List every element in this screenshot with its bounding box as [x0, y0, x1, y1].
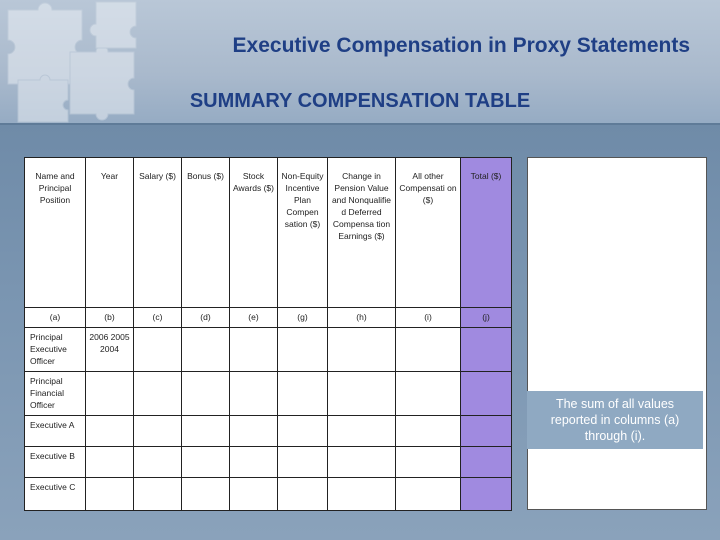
- summary-compensation-table: [24, 157, 512, 511]
- column-letter: (g): [278, 308, 328, 328]
- slide-title: Executive Compensation in Proxy Statements: [232, 34, 690, 57]
- table-header-row: [25, 158, 512, 308]
- column-letter: (d): [182, 308, 230, 328]
- slide-subtitle: SUMMARY COMPENSATION TABLE: [189, 90, 531, 112]
- column-header: Salary ($): [134, 158, 182, 308]
- table-row: [25, 416, 512, 447]
- column-letter-total: (j): [461, 308, 512, 328]
- table-row: [25, 447, 512, 478]
- column-letter: (i): [396, 308, 461, 328]
- column-letter: (b): [86, 308, 134, 328]
- total-cell: [461, 416, 512, 447]
- row-year: [86, 416, 134, 447]
- row-year: [86, 478, 134, 511]
- row-name: Executive C: [25, 478, 86, 511]
- table-row: [25, 328, 512, 372]
- total-column-note: The sum of all values reported in columns (a) through (i).: [527, 391, 703, 449]
- total-cell: [461, 478, 512, 511]
- column-letter: (a): [25, 308, 86, 328]
- column-header: Year: [86, 158, 134, 308]
- column-header: Non-Equity Incentive Plan Compen sation ($): [278, 158, 328, 308]
- total-cell: [461, 447, 512, 478]
- column-letter: (h): [328, 308, 396, 328]
- total-cell: [461, 372, 512, 416]
- row-name: Executive A: [25, 416, 86, 447]
- column-header: Change in Pension Value and Nonqualifie d Deferred Compensa tion Earnings ($): [328, 158, 396, 308]
- column-header: Bonus ($): [182, 158, 230, 308]
- column-letter: (e): [230, 308, 278, 328]
- row-year: [86, 447, 134, 478]
- column-header-total: Total ($): [461, 158, 512, 308]
- column-letter: (c): [134, 308, 182, 328]
- note-panel: [527, 157, 707, 510]
- row-year: 2006 2005 2004: [86, 328, 134, 372]
- column-letter-row: [25, 308, 512, 328]
- row-year: [86, 372, 134, 416]
- row-name: Principal Financial Officer: [25, 372, 86, 416]
- column-header: Name and Principal Position: [25, 158, 86, 308]
- column-header: Stock Awards ($): [230, 158, 278, 308]
- table-row: [25, 478, 512, 511]
- table-row: [25, 372, 512, 416]
- row-name: Principal Executive Officer: [25, 328, 86, 372]
- column-header: All other Compensati on ($): [396, 158, 461, 308]
- total-cell: [461, 328, 512, 372]
- row-name: Executive B: [25, 447, 86, 478]
